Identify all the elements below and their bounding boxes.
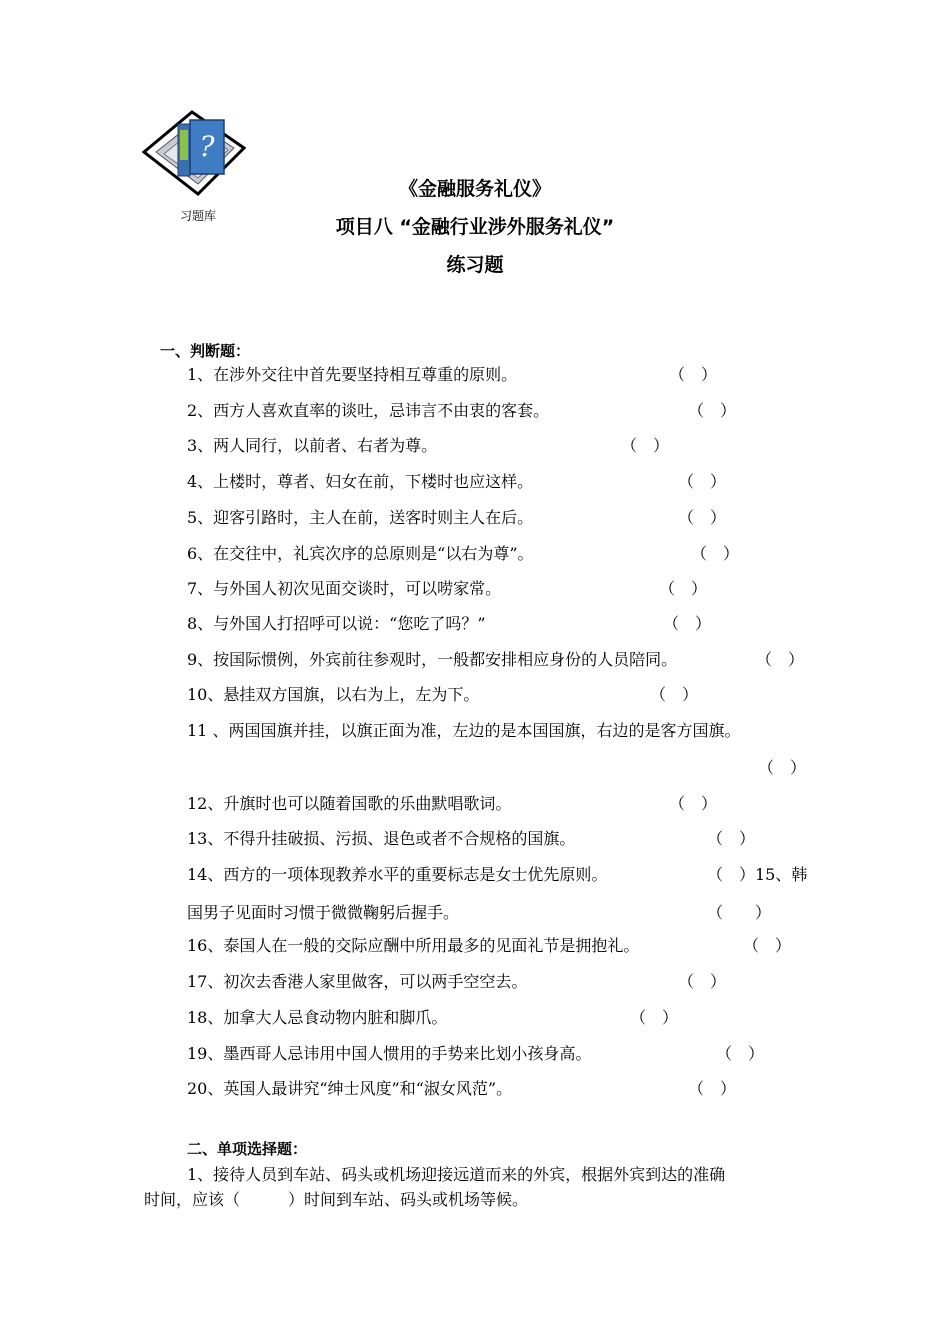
answer-paren-7: （ ）: [659, 579, 708, 598]
question-15-cont: 国男子见面时习惯于微微鞠躬后握手。: [187, 903, 460, 922]
choice-question-1-line1: 1、接待人员到车站、码头或机场迎接远道而来的外宾，根据外宾到达的准确: [187, 1165, 726, 1184]
question-6: 6、在交往中，礼宾次序的总原则是“以右为尊”。: [187, 544, 534, 563]
answer-paren-6: （ ）: [691, 544, 740, 563]
question-18: 18、加拿大人忌食动物内脏和脚爪。: [187, 1008, 448, 1027]
answer-paren-10: （ ）: [650, 685, 699, 704]
question-3: 3、两人同行，以前者、右者为尊。: [187, 436, 438, 455]
logo-caption: 习题库: [180, 209, 217, 223]
question-20: 20、英国人最讲究“绅士风度”和“淑女风范”。: [187, 1079, 513, 1098]
question-12: 12、升旗时也可以随着国歌的乐曲默唱歌词。: [187, 794, 512, 813]
project-title: 项目八 “金融行业涉外服务礼仪”: [335, 216, 615, 238]
question-9: 9、按国际惯例，外宾前往参观时，一般都安排相应身份的人员陪同。: [187, 650, 678, 669]
question-4: 4、上楼时，尊者、妇女在前，下楼时也应这样。: [187, 472, 534, 491]
answer-paren-4: （ ）: [678, 472, 727, 491]
question-19: 19、墨西哥人忌讳用中国人惯用的手势来比划小孩身高。: [187, 1044, 592, 1063]
choice-question-1-line2: 时间，应该（ ）时间到车站、码头或机场等候。: [144, 1190, 529, 1209]
answer-paren-11: （ ）: [758, 758, 807, 777]
svg-text:?: ?: [199, 130, 215, 163]
question-17: 17、初次去香港人家里做客，可以两手空空去。: [187, 972, 528, 991]
answer-paren-20: （ ）: [688, 1079, 737, 1098]
exercise-title: 练习题: [446, 254, 504, 276]
answer-paren-13: （ ）: [707, 829, 756, 848]
answer-paren-18: （ ）: [630, 1008, 679, 1027]
question-10: 10、悬挂双方国旗，以右为上，左为下。: [187, 685, 480, 704]
answer-paren-3: （ ）: [621, 436, 670, 455]
answer-paren-14: （ ）15、韩: [707, 865, 808, 884]
question-14: 14、西方的一项体现教养水平的重要标志是女士优先原则。: [187, 865, 608, 884]
question-7: 7、与外国人初次见面交谈时，可以唠家常。: [187, 579, 502, 598]
question-5: 5、迎客引路时，主人在前，送客时则主人在后。: [187, 508, 534, 527]
question-1: 1、在涉外交往中首先要坚持相互尊重的原则。: [187, 365, 518, 384]
question-16: 16、泰国人在一般的交际应酬中所用最多的见面礼节是拥抱礼。: [187, 936, 640, 955]
answer-paren-19: （ ）: [716, 1044, 765, 1063]
answer-paren-8: （ ）: [663, 614, 712, 633]
answer-paren-12: （ ）: [669, 794, 718, 813]
question-13: 13、不得升挂破损、污损、退色或者不合规格的国旗。: [187, 829, 576, 848]
book-title: 《金融服务礼仪》: [398, 178, 551, 200]
answer-paren-2: （ ）: [688, 401, 737, 420]
answer-paren-1: （ ）: [669, 365, 718, 384]
question-2: 2、西方人喜欢直率的谈吐，忌讳言不由衷的客套。: [187, 401, 550, 420]
answer-paren-9: （ ）: [756, 650, 805, 669]
section-true-false-heading: 一、判断题：: [160, 342, 251, 360]
question-11: 11 、两国国旗并挂，以旗正面为准，左边的是本国国旗，右边的是客方国旗。: [187, 721, 741, 740]
question-8: 8、与外国人打招呼可以说：“您吃了吗？”: [187, 614, 486, 633]
answer-paren-5: （ ）: [678, 508, 727, 527]
answer-paren-15: （ ）: [707, 903, 772, 922]
answer-paren-16: （ ）: [743, 936, 792, 955]
answer-paren-17: （ ）: [678, 972, 727, 991]
section-single-choice-heading: 二、单项选择题：: [187, 1140, 308, 1158]
